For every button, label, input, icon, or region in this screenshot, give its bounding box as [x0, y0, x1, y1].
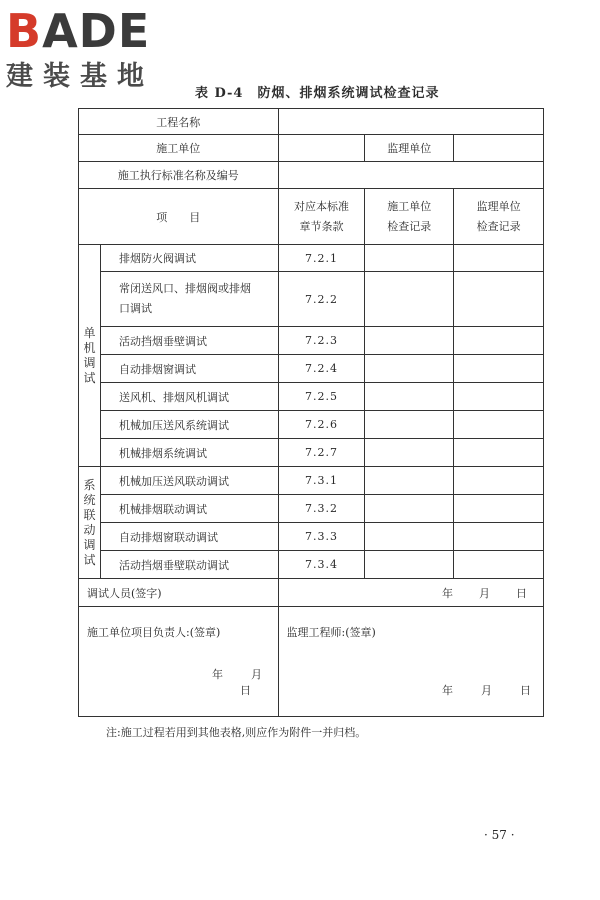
- check-item: 机械排烟联动调试: [100, 495, 278, 523]
- construction-check-cell[interactable]: [365, 411, 454, 439]
- supervision-check-cell[interactable]: [454, 327, 544, 355]
- clause-header: 对应本标准 章节条款: [278, 189, 365, 245]
- single-machine-group-label: 单 机 调 试: [79, 245, 101, 467]
- supervision-check-cell[interactable]: [454, 272, 544, 327]
- clause-number: 7.3.4: [278, 551, 365, 579]
- logo-wordmark: BADE: [6, 4, 151, 58]
- supervision-check-cell[interactable]: [454, 411, 544, 439]
- supervision-check-cell[interactable]: [454, 355, 544, 383]
- units-row: [79, 135, 544, 162]
- check-item: 机械排烟系统调试: [100, 439, 278, 467]
- column-header-row: [79, 189, 544, 245]
- table-row: [79, 495, 544, 523]
- supervision-check-cell[interactable]: [454, 523, 544, 551]
- construction-check-cell[interactable]: [365, 523, 454, 551]
- construction-check-cell[interactable]: [365, 551, 454, 579]
- check-item: 排烟防火阀调试: [100, 245, 278, 272]
- construction-check-cell[interactable]: [365, 467, 454, 495]
- standard-value[interactable]: [278, 162, 543, 189]
- project-name-row: [79, 109, 544, 135]
- tester-label: 调试人员(签字): [79, 579, 279, 607]
- construction-check-cell[interactable]: [365, 355, 454, 383]
- logo-subtitle: 建装基地: [6, 61, 154, 92]
- construction-check-cell[interactable]: [365, 272, 454, 327]
- table-row: [79, 523, 544, 551]
- construction-check-cell[interactable]: [365, 495, 454, 523]
- check-item: 活动挡烟垂壁调试: [100, 327, 278, 355]
- clause-number: 7.2.4: [278, 355, 365, 383]
- table-row: [79, 272, 544, 327]
- clause-number: 7.3.1: [278, 467, 365, 495]
- signature-row: [79, 607, 544, 717]
- tester-row: [79, 579, 544, 607]
- check-item: 活动挡烟垂壁联动调试: [100, 551, 278, 579]
- table-title: 防烟、排烟系统调试检查记录: [257, 86, 440, 101]
- check-item: 送风机、排烟风机调试: [100, 383, 278, 411]
- clause-number: 7.3.3: [278, 523, 365, 551]
- clause-number: 7.2.7: [278, 439, 365, 467]
- table-row: [79, 551, 544, 579]
- construction-unit-value[interactable]: [278, 135, 365, 162]
- supervision-engineer-date: 年 月 日: [442, 684, 531, 697]
- table-code: 表 D-4: [195, 86, 244, 101]
- check-item: 常闭送风口、排烟阀或排烟 口调试: [100, 272, 278, 327]
- supervision-check-cell[interactable]: [454, 467, 544, 495]
- inspection-record-table: [78, 108, 544, 717]
- construction-check-cell[interactable]: [365, 327, 454, 355]
- table-row: [79, 467, 544, 495]
- check-item: 自动排烟窗调试: [100, 355, 278, 383]
- clause-number: 7.2.3: [278, 327, 365, 355]
- construction-check-header: 施工单位 检查记录: [365, 189, 454, 245]
- table-row: [79, 383, 544, 411]
- supervision-check-cell[interactable]: [454, 439, 544, 467]
- supervision-check-cell[interactable]: [454, 245, 544, 272]
- tester-signature-date[interactable]: 年 月 日: [278, 579, 543, 607]
- construction-leader-signature[interactable]: [79, 607, 279, 717]
- clause-number: 7.2.1: [278, 245, 365, 272]
- standard-row: [79, 162, 544, 189]
- footnote: 注:施工过程若用到其他表格,则应作为附件一并归档。: [106, 726, 367, 739]
- table-row: [79, 439, 544, 467]
- supervision-unit-value[interactable]: [454, 135, 544, 162]
- page-number: · 57 ·: [484, 828, 515, 842]
- check-item: 机械加压送风系统调试: [100, 411, 278, 439]
- table-row: [79, 355, 544, 383]
- clause-number: 7.2.6: [278, 411, 365, 439]
- brand-logo: [6, 6, 176, 93]
- construction-check-cell[interactable]: [365, 245, 454, 272]
- page-title: [195, 82, 440, 101]
- construction-check-cell[interactable]: [365, 383, 454, 411]
- supervision-check-cell[interactable]: [454, 383, 544, 411]
- supervision-engineer-signature[interactable]: [278, 607, 543, 717]
- system-linkage-group-label: 系 统 联 动 调 试: [79, 467, 101, 579]
- supervision-engineer-label: 监理工程师:(签章): [286, 626, 376, 639]
- project-name-value[interactable]: [278, 109, 543, 135]
- construction-leader-date: 年 月日: [212, 668, 262, 697]
- clause-number: 7.2.5: [278, 383, 365, 411]
- clause-number: 7.2.2: [278, 272, 365, 327]
- table-row: [79, 327, 544, 355]
- construction-check-cell[interactable]: [365, 439, 454, 467]
- supervision-check-header: 监理单位 检查记录: [454, 189, 544, 245]
- table-row: [79, 245, 544, 272]
- construction-unit-label: 施工单位: [79, 135, 279, 162]
- table-row: [79, 411, 544, 439]
- supervision-check-cell[interactable]: [454, 551, 544, 579]
- supervision-check-cell[interactable]: [454, 495, 544, 523]
- construction-leader-label: 施工单位项目负责人:(签章): [87, 626, 221, 639]
- item-header: 项 目: [79, 189, 279, 245]
- check-item: 自动排烟窗联动调试: [100, 523, 278, 551]
- supervision-unit-label: 监理单位: [365, 135, 454, 162]
- project-name-label: 工程名称: [79, 109, 279, 135]
- standard-label: 施工执行标准名称及编号: [79, 162, 279, 189]
- clause-number: 7.3.2: [278, 495, 365, 523]
- check-item: 机械加压送风联动调试: [100, 467, 278, 495]
